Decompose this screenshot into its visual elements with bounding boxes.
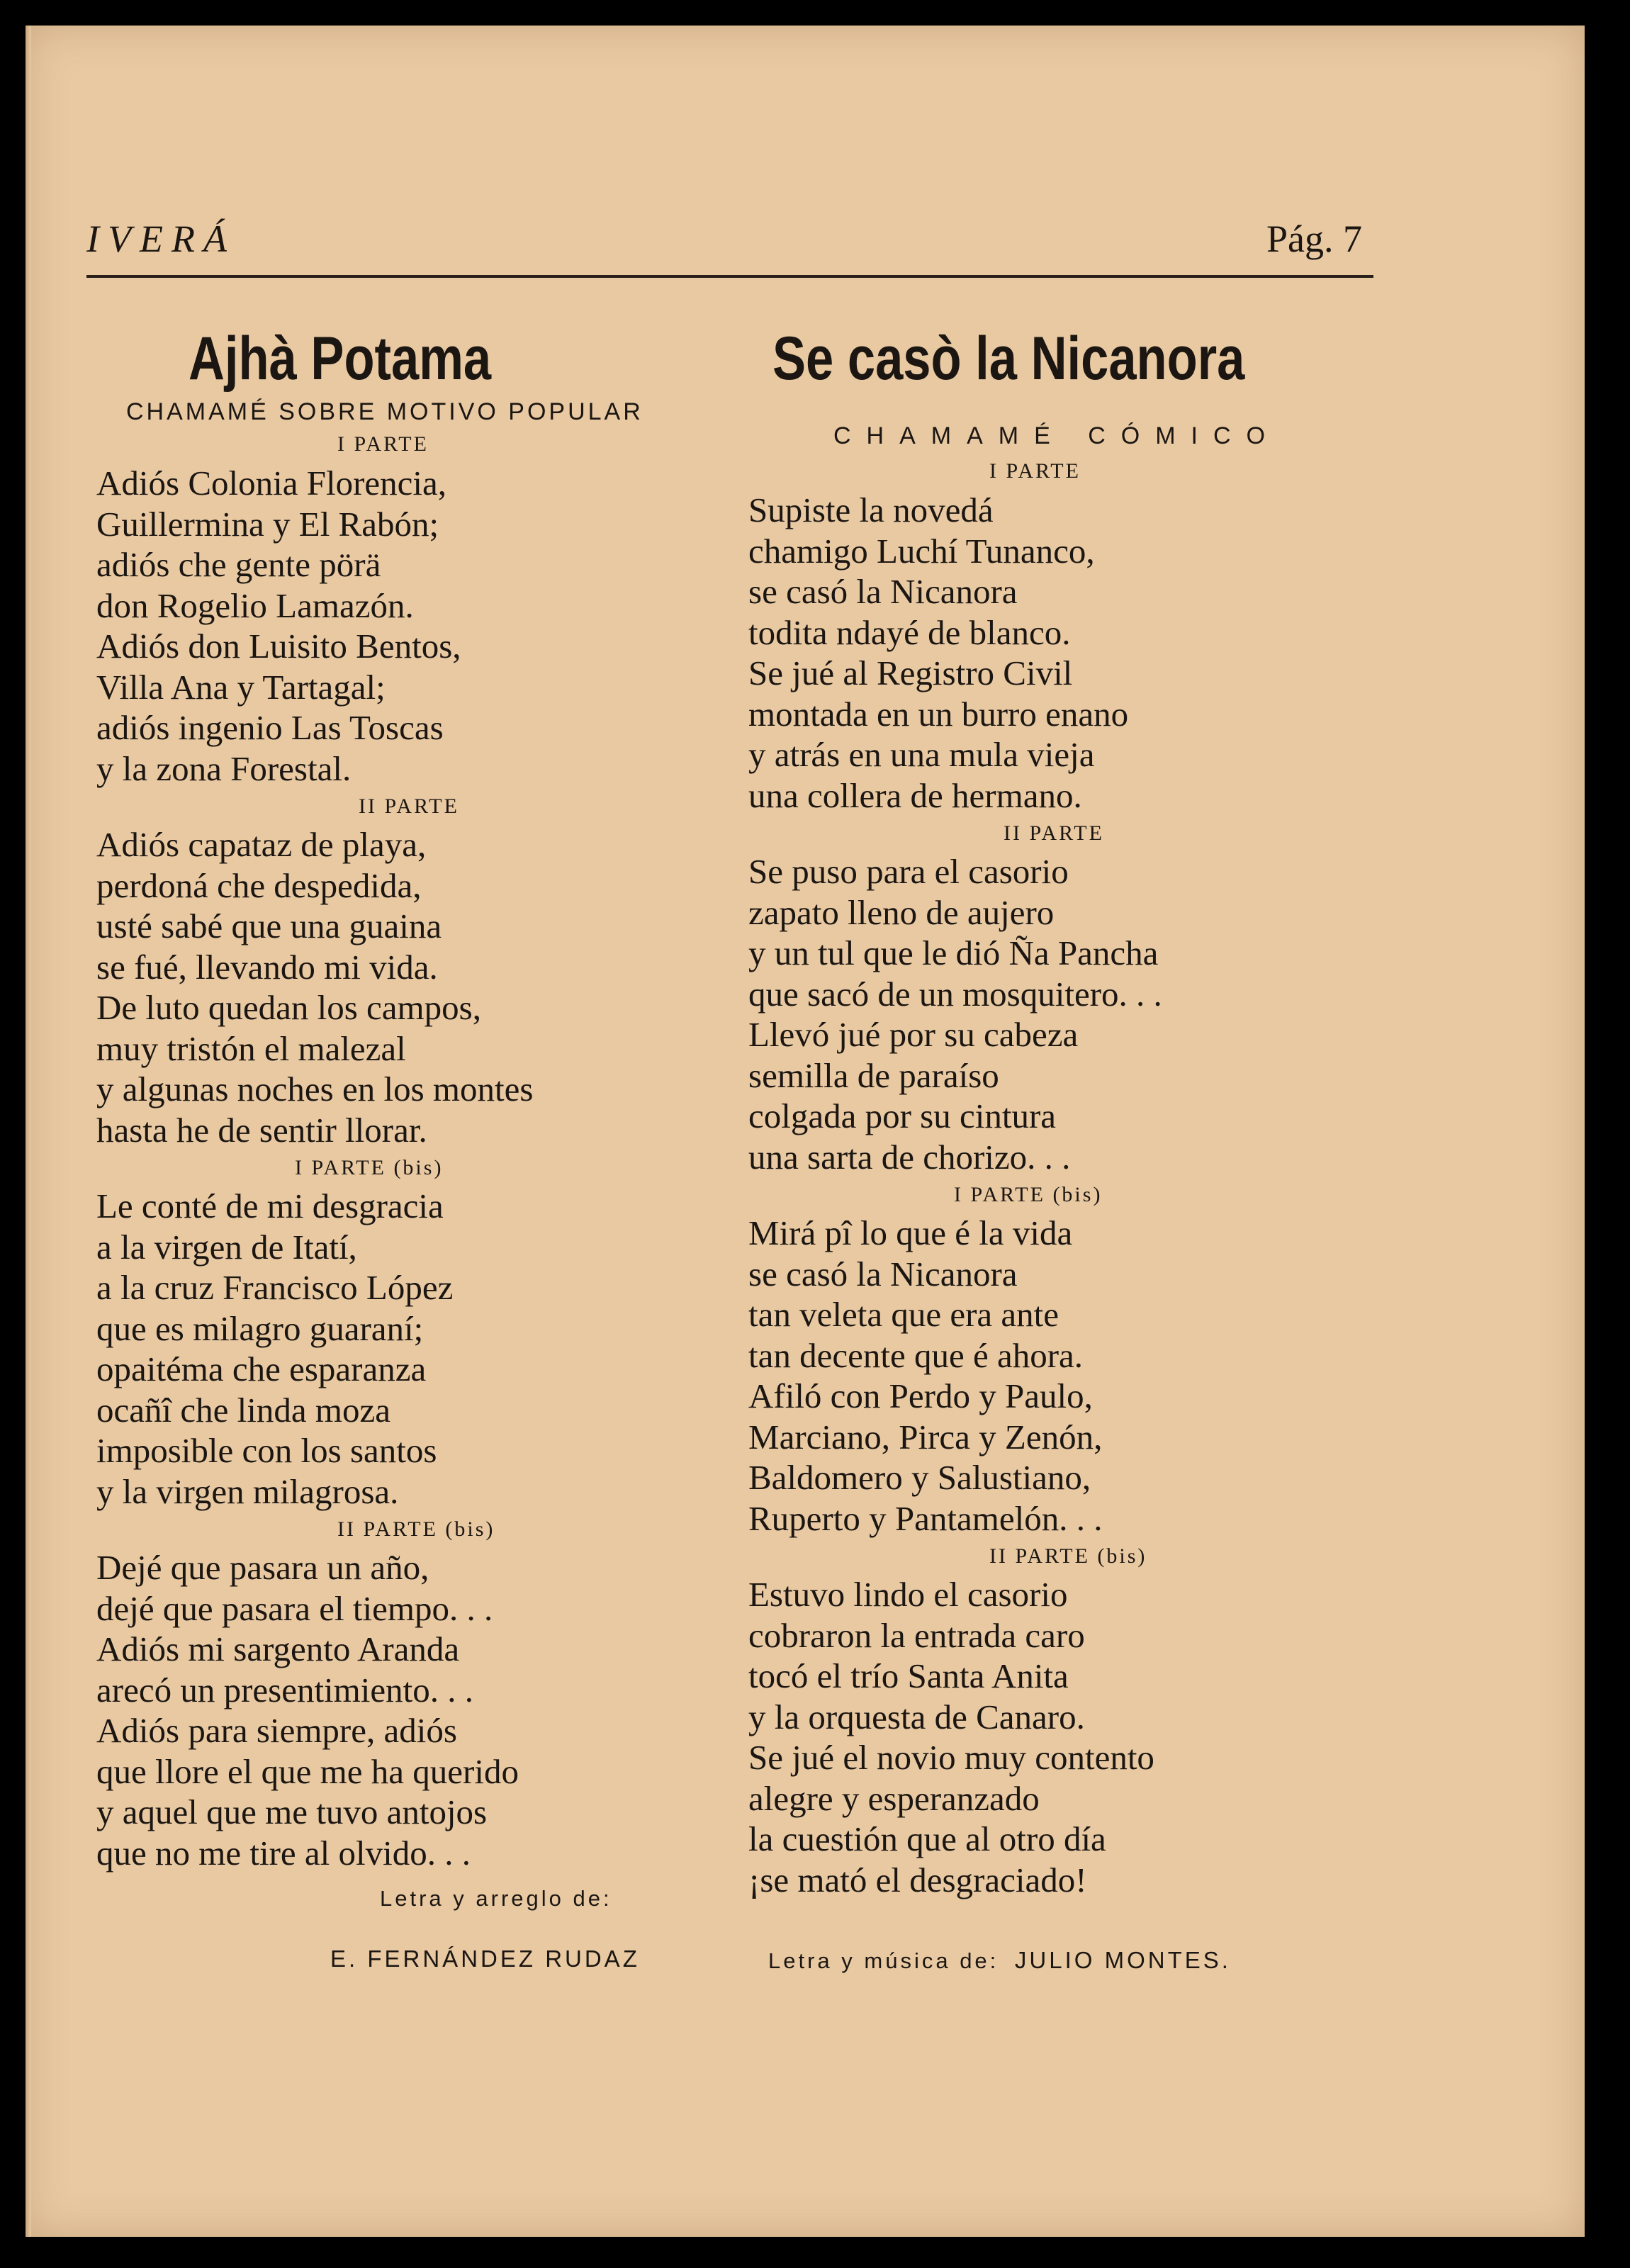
- section-label: I PARTE (bis): [954, 1183, 1103, 1206]
- page-header: [86, 217, 1362, 274]
- verse-line: tan decente que é ahora.: [748, 1335, 1084, 1375]
- verse-line: Marciano, Pirca y Zenón,: [748, 1417, 1103, 1456]
- verse-line: perdoná che despedida,: [96, 865, 422, 905]
- magazine-page: [26, 26, 1585, 2237]
- verse-line: Ruperto y Pantamelón. . .: [748, 1498, 1103, 1538]
- section-label: II PARTE (bis): [989, 1544, 1147, 1568]
- verse-line: adiós che gente pörä: [96, 545, 381, 584]
- verse-line: Supiste la novedá: [748, 490, 994, 529]
- verse-line: y aquel que me tuvo antojos: [96, 1792, 488, 1831]
- verse-line: Adiós Colonia Florencia,: [96, 464, 447, 503]
- verse-line: Se puso para el casorio: [748, 852, 1069, 891]
- verse-line: montada en un burro enano: [748, 694, 1129, 734]
- verse-line: alegre y esperanzado: [748, 1778, 1040, 1818]
- verse-line: don Rogelio Lamazón.: [96, 585, 414, 625]
- verse-line: y atrás en una mula vieja: [748, 735, 1095, 774]
- section-label: II PARTE: [1004, 821, 1104, 845]
- verse-line: a la virgen de Itatí,: [96, 1227, 357, 1267]
- verse-line: Adiós capataz de playa,: [96, 825, 427, 864]
- magazine-title: IVERÁ: [86, 218, 235, 260]
- page-spine: [26, 26, 31, 2237]
- verse-line: Baldomero y Salustiano,: [748, 1458, 1091, 1497]
- verse-line: se fué, llevando mi vida.: [96, 947, 438, 987]
- song-title: Ajhà Potama: [189, 325, 492, 393]
- verse-line: colgada por su cintura: [748, 1096, 1057, 1135]
- verse-line: tocó el trío Santa Anita: [748, 1656, 1069, 1695]
- section-label: I PARTE (bis): [295, 1156, 444, 1179]
- verse-line: Se jué al Registro Civil: [748, 653, 1073, 692]
- verse-line: imposible con los santos: [96, 1431, 437, 1470]
- verse-line: adiós ingenio Las Toscas: [96, 708, 444, 747]
- verse: [96, 1186, 748, 1512]
- verse-line: cobraron la entrada caro: [748, 1615, 1085, 1655]
- verse-line: una collera de hermano.: [748, 775, 1082, 815]
- verse-line: Guillermina y El Rabón;: [96, 504, 439, 544]
- verse-line: chamigo Luchí Tunanco,: [748, 531, 1095, 571]
- verse-line: una sarta de chorizo. . .: [748, 1137, 1071, 1177]
- verse-line: ocañî che linda moza: [96, 1390, 390, 1430]
- verse-line: usté sabé que una guaina: [96, 906, 442, 945]
- verse-line: y algunas noches en los montes: [96, 1070, 534, 1108]
- verse-line: zapato lleno de aujero: [748, 892, 1055, 932]
- verse-line: semilla de paraíso: [748, 1055, 999, 1095]
- credit-name: E. FERNÁNDEZ RUDAZ: [330, 1946, 640, 1972]
- page-number: Pág. 7: [1266, 218, 1362, 260]
- verse-line: Adiós para siempre, adiós: [96, 1711, 457, 1750]
- section-label: I PARTE: [989, 459, 1081, 483]
- verse-line: y la orquesta de Canaro.: [748, 1697, 1085, 1736]
- verse-line: Villa Ana y Tartagal;: [96, 667, 386, 707]
- credit-name: JULIO MONTES.: [1014, 1947, 1231, 1973]
- verse-line: Se jué el novio muy contento: [748, 1738, 1154, 1777]
- verse-line: ¡se mató el desgraciado!: [748, 1860, 1087, 1899]
- verse-line: tan veleta que era ante: [748, 1295, 1060, 1334]
- verse: [96, 1547, 748, 1873]
- verse: [96, 463, 748, 789]
- verse-line: opaitéma che esparanza: [96, 1349, 427, 1388]
- verse: [748, 1574, 1415, 1900]
- credit-line: [748, 1947, 1415, 1974]
- verse-line: que llore el que me ha querido: [96, 1751, 519, 1791]
- section-label: I PARTE: [337, 432, 429, 456]
- verse-line: Adiós don Luisito Bentos,: [96, 627, 461, 666]
- verse-line: que sacó de un mosquitero. . .: [748, 974, 1162, 1014]
- verse-line: y la virgen milagrosa.: [96, 1471, 399, 1511]
- verse-line: Adiós mi sargento Aranda: [96, 1629, 460, 1668]
- verse: [748, 490, 1415, 816]
- verse-line: muy tristón el malezal: [96, 1028, 406, 1068]
- verse-line: arecó un presentimiento. . .: [96, 1670, 474, 1710]
- verse-line: hasta he de sentir llorar.: [96, 1110, 427, 1150]
- verse: [96, 824, 748, 1150]
- verse-line: la cuestión que al otro día: [748, 1819, 1106, 1858]
- verse-line: Estuvo lindo el casorio: [748, 1575, 1068, 1614]
- verse-line: dejé que pasara el tiempo. . .: [96, 1588, 493, 1628]
- verse-line: Afiló con Perdo y Paulo,: [748, 1376, 1093, 1415]
- verse-line: De luto quedan los campos,: [96, 988, 481, 1027]
- verse-line: y la zona Forestal.: [96, 748, 352, 788]
- verse-line: Le conté de mi desgracia: [96, 1186, 444, 1225]
- song-ajha-potama: [96, 323, 748, 1972]
- credit-label: Letra y música de:: [768, 1948, 999, 1973]
- verse-line: a la cruz Francisco López: [96, 1268, 454, 1307]
- song-subtitle: CHAMAMÉ SOBRE MOTIVO POPULAR: [126, 398, 643, 425]
- header-divider: [86, 275, 1373, 278]
- section-label: II PARTE: [359, 795, 459, 818]
- verse-line: todita ndayé de blanco.: [748, 612, 1071, 652]
- song-se-caso-la-nicanora: [748, 323, 1415, 1974]
- verse-line: Llevó jué por su cabeza: [748, 1015, 1079, 1054]
- verse-line: se casó la Nicanora: [748, 1254, 1018, 1293]
- section-label: II PARTE (bis): [337, 1517, 495, 1541]
- verse-line: se casó la Nicanora: [748, 572, 1018, 611]
- verse: [748, 851, 1415, 1177]
- verse-line: y un tul que le dió Ña Pancha: [748, 933, 1159, 972]
- song-title: Se casò la Nicanora: [772, 325, 1245, 393]
- verse-line: que es milagro guaraní;: [96, 1308, 424, 1348]
- verse: [748, 1213, 1415, 1539]
- verse-line: Dejé que pasara un año,: [96, 1548, 429, 1587]
- verse-line: que no me tire al olvido. . .: [96, 1833, 471, 1873]
- song-subtitle: CHAMAMÉ CÓMICO: [833, 422, 1281, 449]
- verse-line: Mirá pî lo que é la vida: [748, 1213, 1073, 1252]
- credit-label: Letra y arreglo de:: [380, 1886, 612, 1911]
